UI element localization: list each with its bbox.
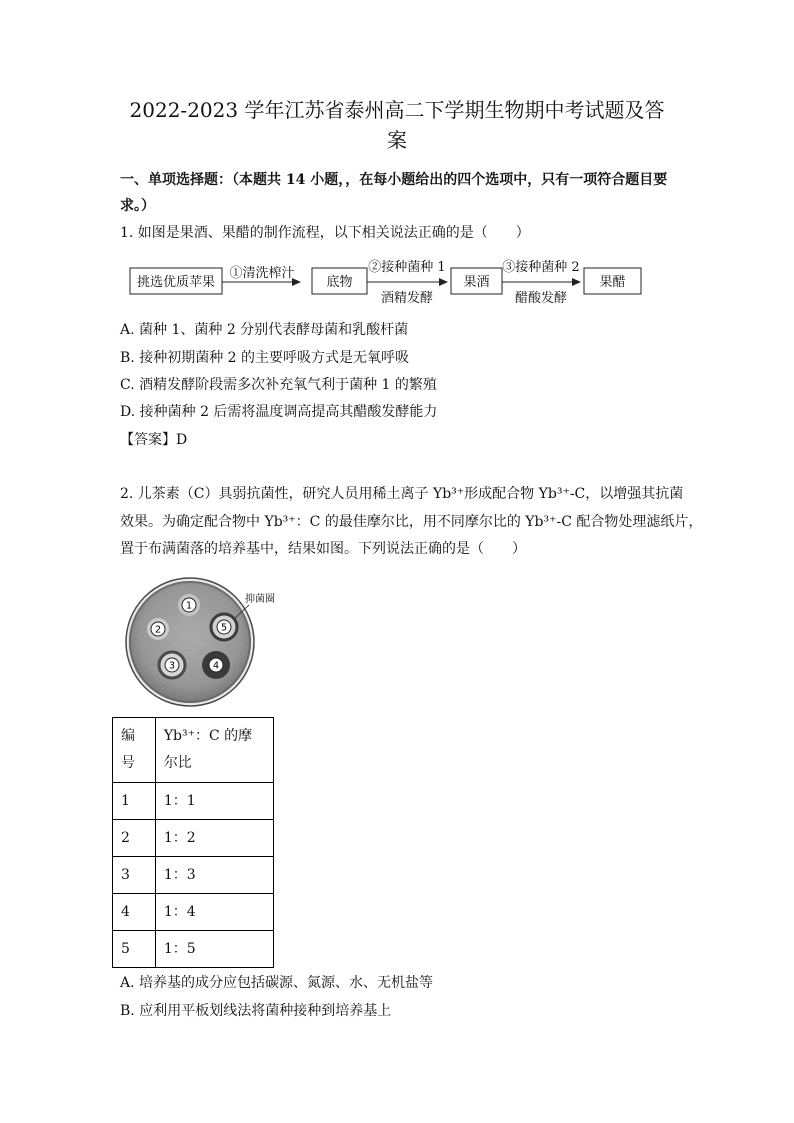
q1-flow-diagram xyxy=(0,250,794,310)
inhibition-zone-label: 抑菌圈 xyxy=(245,594,275,605)
q2-stem-line-2: 效果。为确定配合物中 Yb³⁺：C 的最佳摩尔比，用不同摩尔比的 Yb³⁺-C 配合物处理滤纸片， xyxy=(120,514,703,530)
table-row xyxy=(113,820,274,857)
q1-option-b: B. 接种初期菌种 2 的主要呼吸方式是无氧呼吸 xyxy=(120,350,409,366)
q1-option-c: C. 酒精发酵阶段需多次补充氧气利于菌种 1 的繁殖 xyxy=(120,377,437,393)
flow-arrowhead-3 xyxy=(572,278,581,286)
section-heading-line-1: 一、单项选择题：（本题共 14 小题，，在每小题给出的四个选项中，只有一项符合题目要 xyxy=(120,172,668,188)
petri-dish-figure xyxy=(115,575,290,715)
q1-answer: 【答案】D xyxy=(120,432,188,448)
table-cell-number: 5 xyxy=(113,931,156,968)
q2-option-b: B. 应利用平板划线法将菌种接种到培养基上 xyxy=(120,1003,392,1019)
flow-box-vinegar-label: 果醋 xyxy=(599,275,626,290)
flow-box-substrate-label: 底物 xyxy=(326,275,353,290)
table-row xyxy=(113,783,274,820)
table-cell-number: 2 xyxy=(113,820,156,857)
section-heading-line-2: 求。） xyxy=(120,198,155,214)
flow-arrow-2-label-above: ②接种菌种 1 xyxy=(368,260,446,275)
filter-disk-1-label: 1 xyxy=(185,600,193,612)
q1-stem: 1. 如图是果酒、果醋的制作流程，以下相关说法正确的是（ ） xyxy=(120,225,530,241)
table-cell-ratio: 1：4 xyxy=(155,894,273,931)
document-title-line-1: 2022-2023 学年江苏省泰州高二下学期生物期中考试题及答 xyxy=(129,98,665,122)
table-header-row xyxy=(113,718,274,783)
flow-box-wine-label: 果酒 xyxy=(463,275,490,290)
q1-option-a: A. 菌种 1、菌种 2 分别代表酵母菌和乳酸杆菌 xyxy=(120,322,409,338)
table-cell-ratio: 1：3 xyxy=(155,857,273,894)
flow-arrow-3-label-above: ③接种菌种 2 xyxy=(502,260,580,275)
flow-arrow-2-label-below: 酒精发酵 xyxy=(380,291,434,306)
table-cell-number: 3 xyxy=(113,857,156,894)
flow-arrowhead-2 xyxy=(439,278,448,286)
table-cell-ratio: 1：1 xyxy=(155,783,273,820)
filter-disk-3-label: 3 xyxy=(168,660,176,672)
flow-box-apple-label: 挑选优质苹果 xyxy=(136,275,216,290)
filter-disk-5-label: 5 xyxy=(220,622,228,634)
table-row xyxy=(113,894,274,931)
q1-option-d: D. 接种菌种 2 后需将温度调高提高其醋酸发酵能力 xyxy=(120,404,438,420)
filter-disk-4-label: 4 xyxy=(212,660,220,672)
table-row xyxy=(113,931,274,968)
filter-disk-2-label: 2 xyxy=(154,624,162,636)
table-header-number: 编号 xyxy=(113,718,156,783)
table-cell-ratio: 1：5 xyxy=(155,931,273,968)
flow-arrow-3-label-below: 醋酸发酵 xyxy=(514,291,568,306)
molar-ratio-table xyxy=(112,717,274,968)
document-title-line-2: 案 xyxy=(387,128,407,152)
flow-arrow-1-label: ①清洗榨汁 xyxy=(229,266,295,281)
table-row xyxy=(113,857,274,894)
table-cell-number: 1 xyxy=(113,783,156,820)
table-cell-number: 4 xyxy=(113,894,156,931)
q2-stem-line-1: 2. 儿茶素（C）具弱抗菌性，研究人员用稀土离子 Yb³⁺形成配合物 Yb³⁺-C，以增强其抗菌 xyxy=(120,486,684,502)
table-header-ratio: Yb³⁺：C 的摩尔比 xyxy=(155,718,273,783)
q2-option-a: A. 培养基的成分应包括碳源、氮源、水、无机盐等 xyxy=(120,975,434,991)
q2-stem-line-3: 置于布满菌落的培养基中，结果如图。下列说法正确的是（ ） xyxy=(120,541,526,557)
table-cell-ratio: 1：2 xyxy=(155,820,273,857)
